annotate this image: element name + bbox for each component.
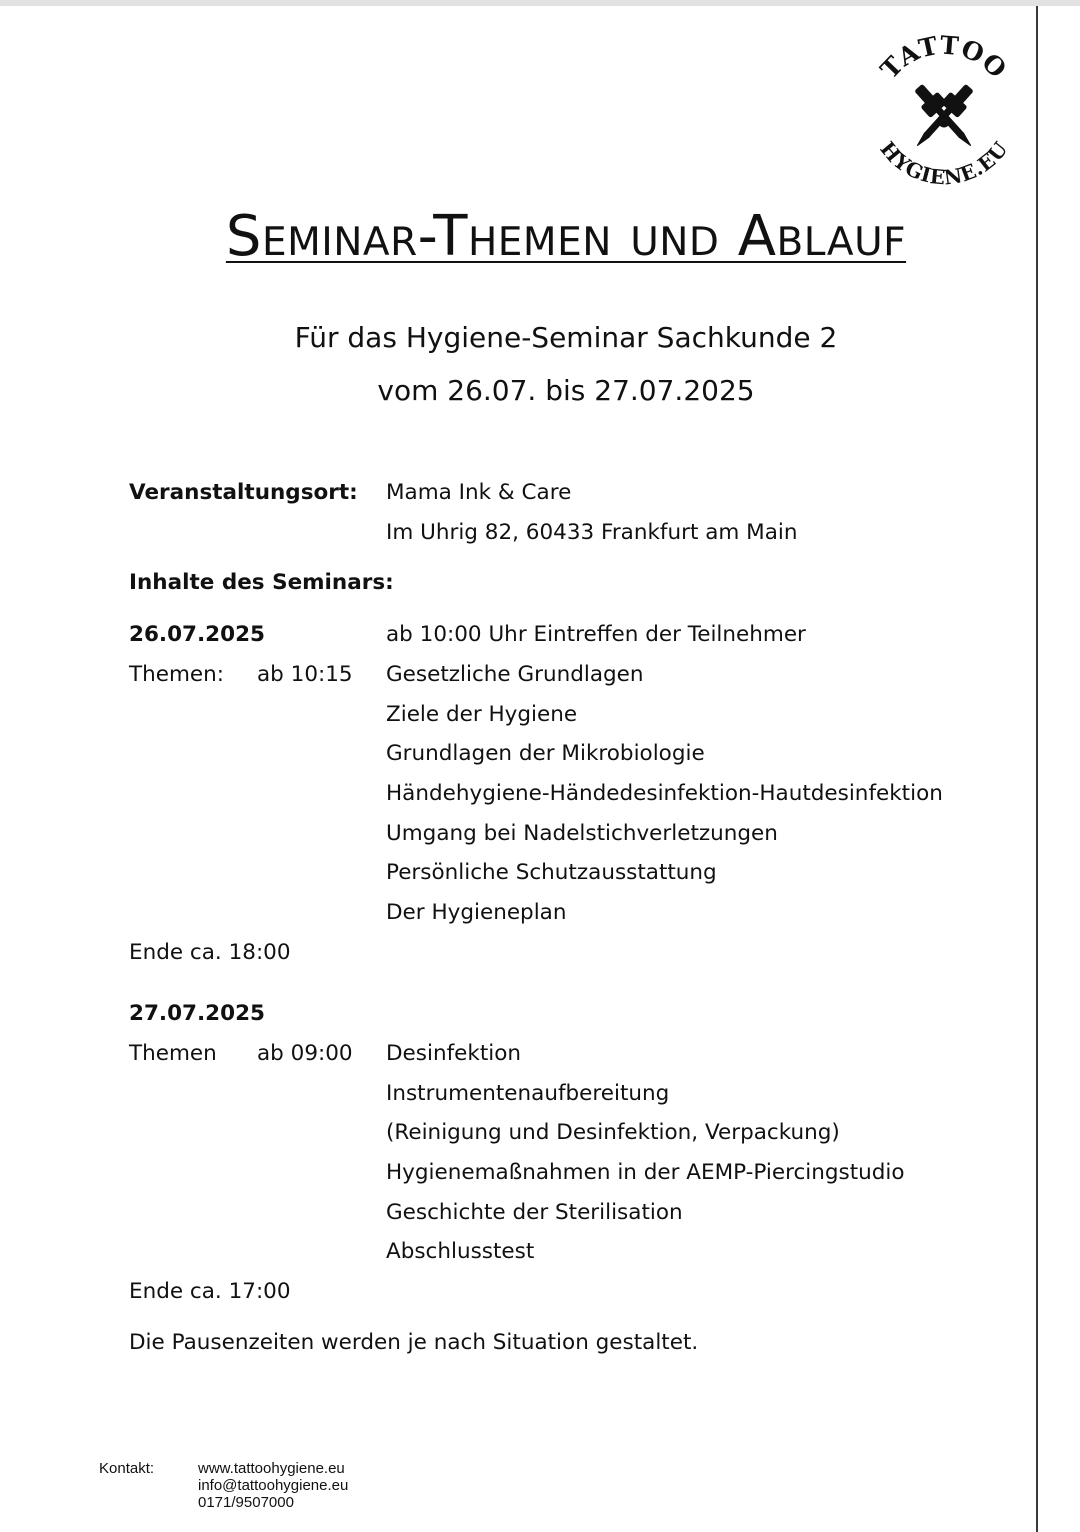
day2-end-time: Ende ca. 17:00 [129, 1279, 291, 1304]
day1-topic: Umgang bei Nadelstichverletzungen [386, 821, 778, 846]
contact-website[interactable]: www.tattoohygiene.eu [198, 1460, 345, 1477]
svg-text:HYGIENE.EU [875, 137, 1012, 190]
seminar-dates: vom 26.07. bis 27.07.2025 [377, 374, 755, 407]
day1-arrival: ab 10:00 Uhr Eintreffen der Teilnehmer [386, 622, 806, 647]
venue-address: Im Uhrig 82, 60433 Frankfurt am Main [386, 520, 798, 545]
day2-topic: Desinfektion [386, 1041, 522, 1066]
svg-text:TATTOO [875, 30, 1013, 84]
day2-topic: Instrumentenaufbereitung [386, 1081, 670, 1106]
day1-topic: Der Hygieneplan [386, 900, 567, 925]
contact-label: Kontakt: [99, 1460, 155, 1477]
contact-phone: 0171/9507000 [198, 1494, 294, 1511]
viewer-top-strip [0, 0, 1080, 6]
venue-label: Veranstaltungsort: [129, 480, 358, 505]
day2-topic: Hygienemaßnahmen in der AEMP-Piercingstudio [386, 1160, 905, 1185]
day1-topic: Gesetzliche Grundlagen [386, 662, 644, 687]
crossed-tattoo-machines-icon [909, 80, 979, 153]
contact-email[interactable]: info@tattoohygiene.eu [198, 1477, 349, 1494]
logo-text-bottom: HYGIENE.EU [875, 136, 1013, 190]
logo-text-top: TATTOO [874, 30, 1013, 85]
day1-themes-label: Themen: [129, 662, 225, 687]
day1-date: 26.07.2025 [129, 622, 266, 647]
day1-topic: Grundlagen der Mikrobiologie [386, 741, 705, 766]
day1-topic: Händehygiene-Händedesinfektion-Hautdesinfektion [386, 781, 943, 806]
day1-topic: Persönliche Schutzausstattung [386, 860, 717, 885]
day2-date: 27.07.2025 [129, 1001, 266, 1026]
venue-name: Mama Ink & Care [386, 480, 572, 505]
breaks-note: Die Pausenzeiten werden je nach Situation gestaltet. [129, 1330, 699, 1355]
day1-start-time: ab 10:15 [257, 662, 353, 687]
tattoo-hygiene-logo [858, 28, 1030, 200]
day2-topic: Geschichte der Sterilisation [386, 1200, 683, 1225]
day2-topic: Abschlusstest [386, 1239, 535, 1264]
page-title: Seminar-Themen und Ablauf [225, 204, 907, 269]
day1-topic: Ziele der Hygiene [386, 702, 578, 727]
seminar-name: Für das Hygiene-Seminar Sachkunde 2 [294, 321, 838, 354]
day2-start-time: ab 09:00 [257, 1041, 353, 1066]
day2-topic: (Reinigung und Desinfektion, Verpackung) [386, 1120, 840, 1145]
contents-heading: Inhalte des Seminars: [129, 570, 394, 595]
day2-themes-label: Themen [129, 1041, 217, 1066]
day1-end-time: Ende ca. 18:00 [129, 940, 291, 965]
